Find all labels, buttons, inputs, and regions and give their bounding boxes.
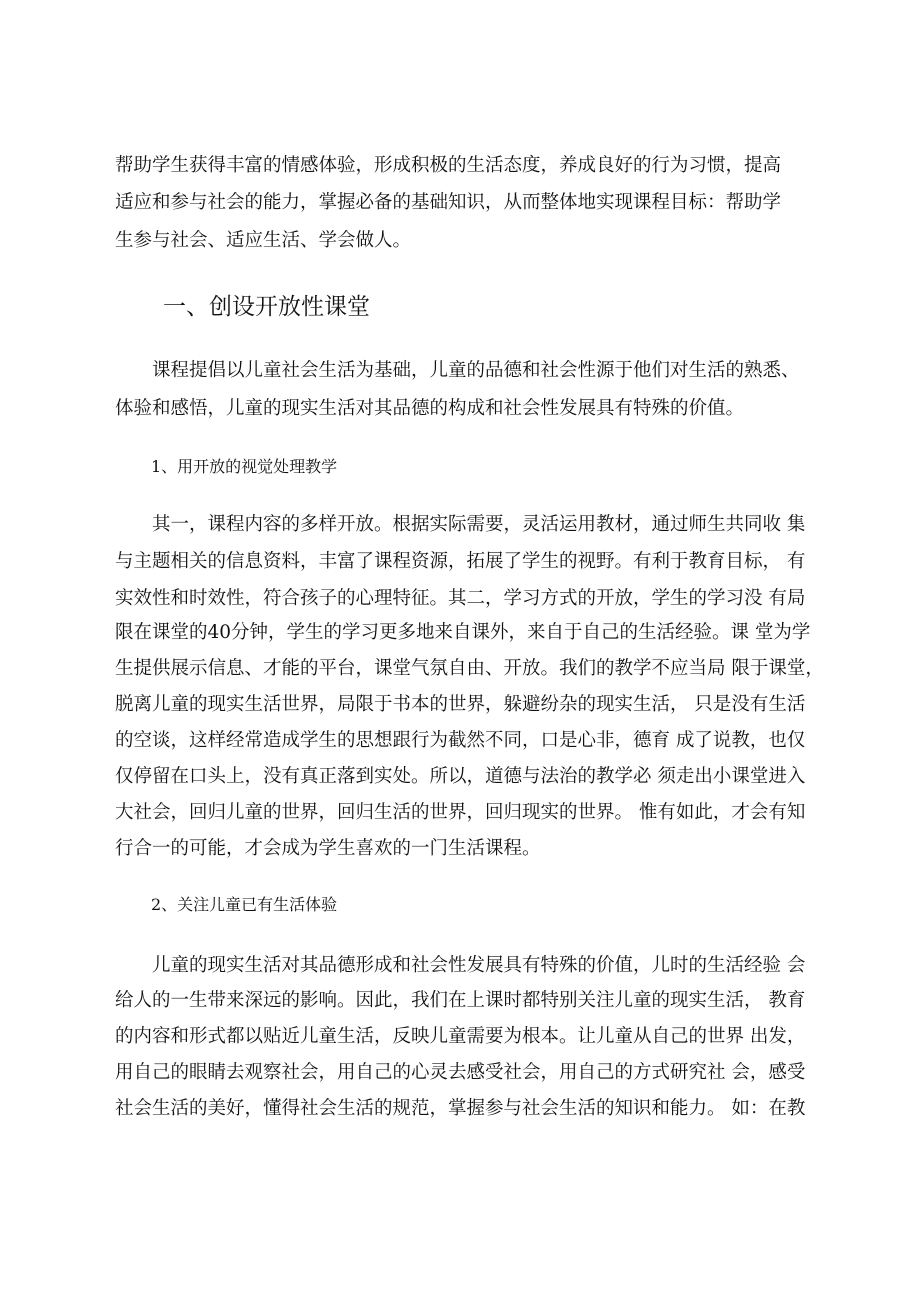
subsection-paragraph-line: 大社会，回归儿童的世界，回归生活的世界，回归现实的世界。 惟有如此，才会有知: [115, 802, 806, 823]
subsection-paragraph-line: 实效性和时效性，符合孩子的心理特征。其二，学习方式的开放，学生的学习没 有局: [115, 588, 806, 609]
subsection-paragraph-line: 用自己的眼睛去观察社会，用自己的心灵去感受社会，用自己的方式研究社 会，感受: [115, 1062, 806, 1083]
intro-line: 生参与社会、适应生活、学会做人。: [115, 230, 412, 251]
subsection-heading: 2、关注儿童已有生活体验: [151, 895, 338, 914]
subsection-paragraph-line: 仅停留在口头上，没有真正落到实处。所以，道德与法治的教学必 须走出小课堂进入: [115, 766, 806, 787]
subsection-paragraph-line: 与主题相关的信息资料，丰富了课程资源，拓展了学生的视野。有利于教育目标， 有: [115, 551, 806, 572]
section-heading: 一、创设开放性课堂: [163, 294, 370, 320]
intro-line: 适应和参与社会的能力，掌握必备的基础知识，从而整体地实现课程目标：帮助学: [115, 192, 782, 213]
subsection-paragraph-line: 给人的一生带来深远的影响。因此，我们在上课时都特别关注儿童的现实生活， 教育: [115, 990, 806, 1011]
subsection-paragraph-line: 脱离儿童的现实生活世界，局限于书本的世界，躲避纷杂的现实生活， 只是没有生活: [115, 694, 806, 715]
intro-line: 帮助学生获得丰富的情感体验，形成积极的生活态度，养成良好的行为习惯，提高: [115, 155, 782, 176]
subsection-heading: 1、用开放的视觉处理教学: [151, 457, 338, 476]
subsection-paragraph-line: 行合一的可能，才会成为学生喜欢的一门生活课程。: [115, 838, 541, 859]
subsection-paragraph-line: 其一，课程内容的多样开放。根据实际需要，灵活运用教材，通过师生共同收 集: [115, 514, 806, 535]
subsection-paragraph-line: 的内容和形式都以贴近儿童生活，反映儿童需要为根本。让儿童从自己的世界 出发，: [115, 1026, 806, 1047]
subsection-paragraph-line: 社会生活的美好，懂得社会生活的规范，掌握参与社会生活的知识和能力。 如：在教: [115, 1098, 806, 1119]
subsection-paragraph-line: 儿童的现实生活对其品德形成和社会性发展具有特殊的价值，儿时的生活经验 会: [115, 955, 806, 976]
subsection-paragraph-line: 的空谈，这样经常造成学生的思想跟行为截然不同，口是心非，德育 成了说教，也仅: [115, 730, 806, 751]
subsection-paragraph-line: 限在课堂的40分钟，学生的学习更多地来自课外，来自于自己的生活经验。课 堂为学: [115, 622, 811, 643]
subsection-paragraph-line: 生提供展示信息、才能的平台，课堂气氛自由、开放。我们的教学不应当局 限于课堂，: [115, 658, 824, 679]
section-paragraph-line: 体验和感悟，儿童的现实生活对其品德的构成和社会性发展具有特殊的价值。: [115, 398, 745, 419]
section-paragraph-line: 课程提倡以儿童社会生活为基础，儿童的品德和社会性源于他们对生活的熟悉、: [115, 360, 800, 381]
